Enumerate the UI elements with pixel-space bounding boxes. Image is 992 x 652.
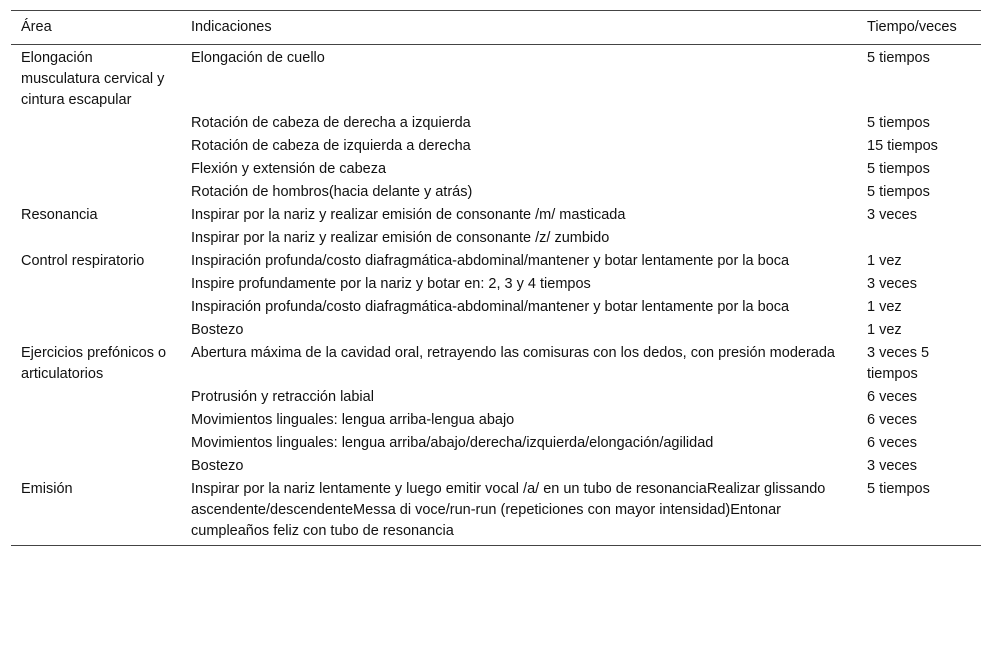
- cell-area: [11, 227, 181, 250]
- table-row: [11, 181, 981, 204]
- cell-area: [11, 112, 181, 135]
- table-row: [11, 158, 981, 181]
- cell-area: [11, 319, 181, 342]
- table-header: [11, 11, 981, 45]
- cell-area: Emisión: [11, 478, 181, 546]
- cell-time: 5 tiempos: [867, 161, 930, 177]
- cell-area: [11, 409, 181, 432]
- cell-area: Control respiratorio: [21, 253, 145, 269]
- cell-indication: Inspirar por la nariz y realizar emisión de consonante /m/ masticada: [191, 207, 626, 223]
- cell-indication: Movimientos linguales: lengua arriba-lengua abajo: [191, 412, 515, 428]
- cell-time: 6 veces: [867, 389, 917, 405]
- cell-indication: Inspiración profunda/costo diafragmática-abdominal/mantener y botar lentamente por la boca: [191, 253, 790, 269]
- table-body: [11, 45, 981, 546]
- cell-time: 3 veces: [867, 276, 917, 292]
- header-area: Área: [11, 11, 181, 45]
- cell-indication: Rotación de cabeza de izquierda a derecha: [191, 138, 471, 154]
- cell-indication: Bostezo: [191, 458, 244, 474]
- cell-area: [11, 135, 181, 158]
- cell-indication: Inspire profundamente por la nariz y botar en: 2, 3 y 4 tiempos: [191, 276, 591, 292]
- table-row: [11, 478, 981, 546]
- cell-indication: Abertura máxima de la cavidad oral, retrayendo las comisuras con los dedos, con presión moderada: [191, 345, 835, 361]
- cell-area: [11, 273, 181, 296]
- cell-area: [11, 386, 181, 409]
- cell-indication: Inspirar por la nariz lentamente y luego emitir vocal /a/ en un tubo de resonanciaRealizar glissando ascendente/descendenteMessa di voce/run-run (repeticiones con mayor intensidad)Entonar cumpleaños feliz con tubo de resonancia: [181, 478, 857, 546]
- cell-time: 1 vez: [867, 322, 902, 338]
- table-row: [11, 296, 981, 319]
- table-row: [11, 319, 981, 342]
- cell-area: Resonancia: [21, 207, 98, 223]
- cell-indication: Inspiración profunda/costo diafragmática-abdominal/mantener y botar lentamente por la boca: [191, 299, 790, 315]
- cell-indication: Inspirar por la nariz y realizar emisión de consonante /z/ zumbido: [191, 230, 610, 246]
- cell-indication: Bostezo: [191, 322, 244, 338]
- table-row: [11, 432, 981, 455]
- cell-time: 3 veces: [867, 458, 917, 474]
- cell-time: 3 veces: [867, 207, 917, 223]
- cell-area: Ejercicios prefónicos o articulatorios: [21, 345, 167, 382]
- header-time: Tiempo/veces: [857, 11, 981, 45]
- table-row: [11, 112, 981, 135]
- cell-area: Elongación musculatura cervical y cintura escapular: [21, 50, 165, 108]
- header-row: [11, 11, 981, 45]
- cell-area: [11, 455, 181, 478]
- cell-area: [11, 181, 181, 204]
- table-row: [11, 45, 981, 113]
- cell-time: 1 vez: [867, 253, 902, 269]
- table-row: [11, 273, 981, 296]
- cell-area: [11, 158, 181, 181]
- table-row: [11, 455, 981, 478]
- cell-indication: Elongación de cuello: [191, 50, 325, 66]
- table-row: [11, 250, 981, 273]
- table-row: [11, 409, 981, 432]
- cell-time: 6 veces: [867, 412, 917, 428]
- exercise-table-container: [11, 10, 981, 546]
- cell-time: 3 veces 5 tiempos: [867, 345, 930, 382]
- cell-time: 15 tiempos: [867, 138, 938, 154]
- table-row: [11, 386, 981, 409]
- cell-time: 1 vez: [867, 299, 902, 315]
- cell-time: [857, 227, 981, 250]
- table-row: [11, 227, 981, 250]
- cell-time: 5 tiempos: [857, 478, 981, 546]
- cell-time: 5 tiempos: [867, 115, 930, 131]
- exercise-table: [11, 10, 981, 546]
- cell-indication: Movimientos linguales: lengua arriba/abajo/derecha/izquierda/elongación/agilidad: [191, 435, 714, 451]
- cell-time: 5 tiempos: [867, 50, 930, 66]
- table-row: [11, 342, 981, 386]
- table-row: [11, 135, 981, 158]
- cell-time: 6 veces: [867, 435, 917, 451]
- cell-area: [11, 296, 181, 319]
- cell-area: [11, 432, 181, 455]
- header-indications: Indicaciones: [181, 11, 857, 45]
- cell-time: 5 tiempos: [867, 184, 930, 200]
- cell-indication: Flexión y extensión de cabeza: [191, 161, 387, 177]
- cell-indication: Rotación de cabeza de derecha a izquierda: [191, 115, 471, 131]
- cell-indication: Rotación de hombros(hacia delante y atrás): [191, 184, 473, 200]
- cell-indication: Protrusión y retracción labial: [191, 389, 374, 405]
- table-row: [11, 204, 981, 227]
